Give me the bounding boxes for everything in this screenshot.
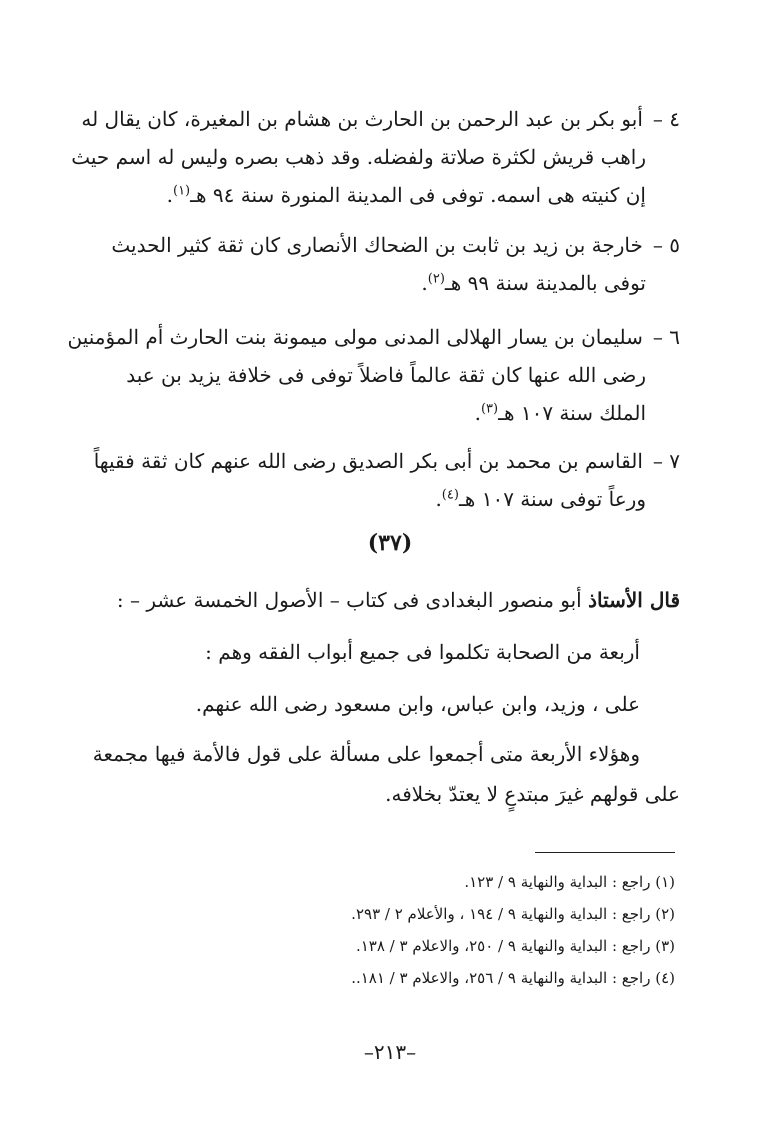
lead-author: قال الأستاذ bbox=[588, 588, 680, 612]
footnote-separator bbox=[535, 852, 675, 853]
entry-line: ٦ –سليمان بن يسار الهلالى المدنى مولى ميمونة بنت الحارث أم المؤمنين bbox=[100, 318, 680, 356]
body-lead-paragraph: قال الأستاذ أبو منصور البغدادى فى كتاب – الأصول الخمسة عشر – : bbox=[116, 588, 680, 612]
footnotes bbox=[120, 866, 675, 994]
entry-line: ٥ –خارجة بن زيد بن ثابت بن الضحاك الأنصارى كان ثقة كثير الحديث bbox=[100, 226, 680, 264]
entry-line: ورعاً توفى سنة ١٠٧ هـ$^{(٤)}$. bbox=[435, 487, 646, 511]
footnote: (٤) راجع : البداية والنهاية ٩ / ٢٥٦، والاعلام ٣ / ١٨١.. bbox=[351, 969, 675, 987]
footnote: (٢) راجع : البداية والنهاية ٩ / ١٩٤ ، والأعلام ٢ / ٢٩٣. bbox=[351, 905, 675, 923]
footnote: (٣) راجع : البداية والنهاية ٩ / ٢٥٠، والاعلام ٣ / ١٣٨. bbox=[355, 937, 675, 955]
footnote-ref: (١) bbox=[172, 183, 191, 199]
body-paragraph bbox=[92, 734, 680, 814]
footnote: (١) راجع : البداية والنهاية ٩ / ١٢٣. bbox=[464, 873, 675, 891]
footnote-ref: (٢) bbox=[427, 271, 445, 287]
entry-line: إن كنيته هى اسمه. توفى فى المدينة المنورة سنة ٩٤ هـ$^{(١)}$. bbox=[166, 183, 646, 207]
body-line: على قولهم غيرَ مبتدعٍ لا يعتدّ بخلافه. bbox=[385, 782, 680, 806]
biography-entry-4 bbox=[71, 100, 680, 214]
entry-number: ٤ – bbox=[652, 107, 680, 131]
entry-number: ٥ – bbox=[652, 233, 680, 257]
page-number: –٢١٣– bbox=[363, 1040, 417, 1064]
entry-number: ٧ – bbox=[652, 449, 680, 473]
entry-line: ٧ –القاسم بن محمد بن أبى بكر الصديق رضى الله عنهم كان ثقة فقيهاً bbox=[100, 442, 680, 480]
biography-entry-5 bbox=[100, 226, 680, 302]
body-paragraph: أربعة من الصحابة تكلموا فى جميع أبواب الفقه وهم : bbox=[205, 640, 640, 664]
entry-line: رضى الله عنها كان ثقة عالماً فاضلاً توفى فى خلافة يزيد بن عبد bbox=[126, 363, 646, 387]
body-paragraph: على ، وزيد، وابن عباس، وابن مسعود رضى الله عنهم. bbox=[195, 692, 640, 716]
biography-entry-6 bbox=[67, 318, 680, 432]
entry-line: توفى بالمدينة سنة ٩٩ هـ$^{(٢)}$. bbox=[421, 271, 646, 295]
footnote-ref: (٣) bbox=[480, 401, 499, 417]
entry-line: ٤ –أبو بكر بن عبد الرحمن بن الحارث بن هشام بن المغيرة، كان يقال له bbox=[100, 100, 680, 138]
body-line: وهؤلاء الأربعة متى أجمعوا على مسألة على قول فالأمة فيها مجمعة bbox=[92, 742, 640, 766]
footnote-ref: (٤) bbox=[441, 487, 459, 503]
section-number: (٣٧) bbox=[367, 530, 413, 556]
entry-line: الملك سنة ١٠٧ هـ$^{(٣)}$. bbox=[474, 401, 646, 425]
biography-entry-7 bbox=[93, 442, 680, 518]
entry-line: راهب قريش لكثرة صلاتة ولفضله. وقد ذهب بصره وليس له اسم حيث bbox=[71, 145, 646, 169]
entry-number: ٦ – bbox=[652, 325, 680, 349]
